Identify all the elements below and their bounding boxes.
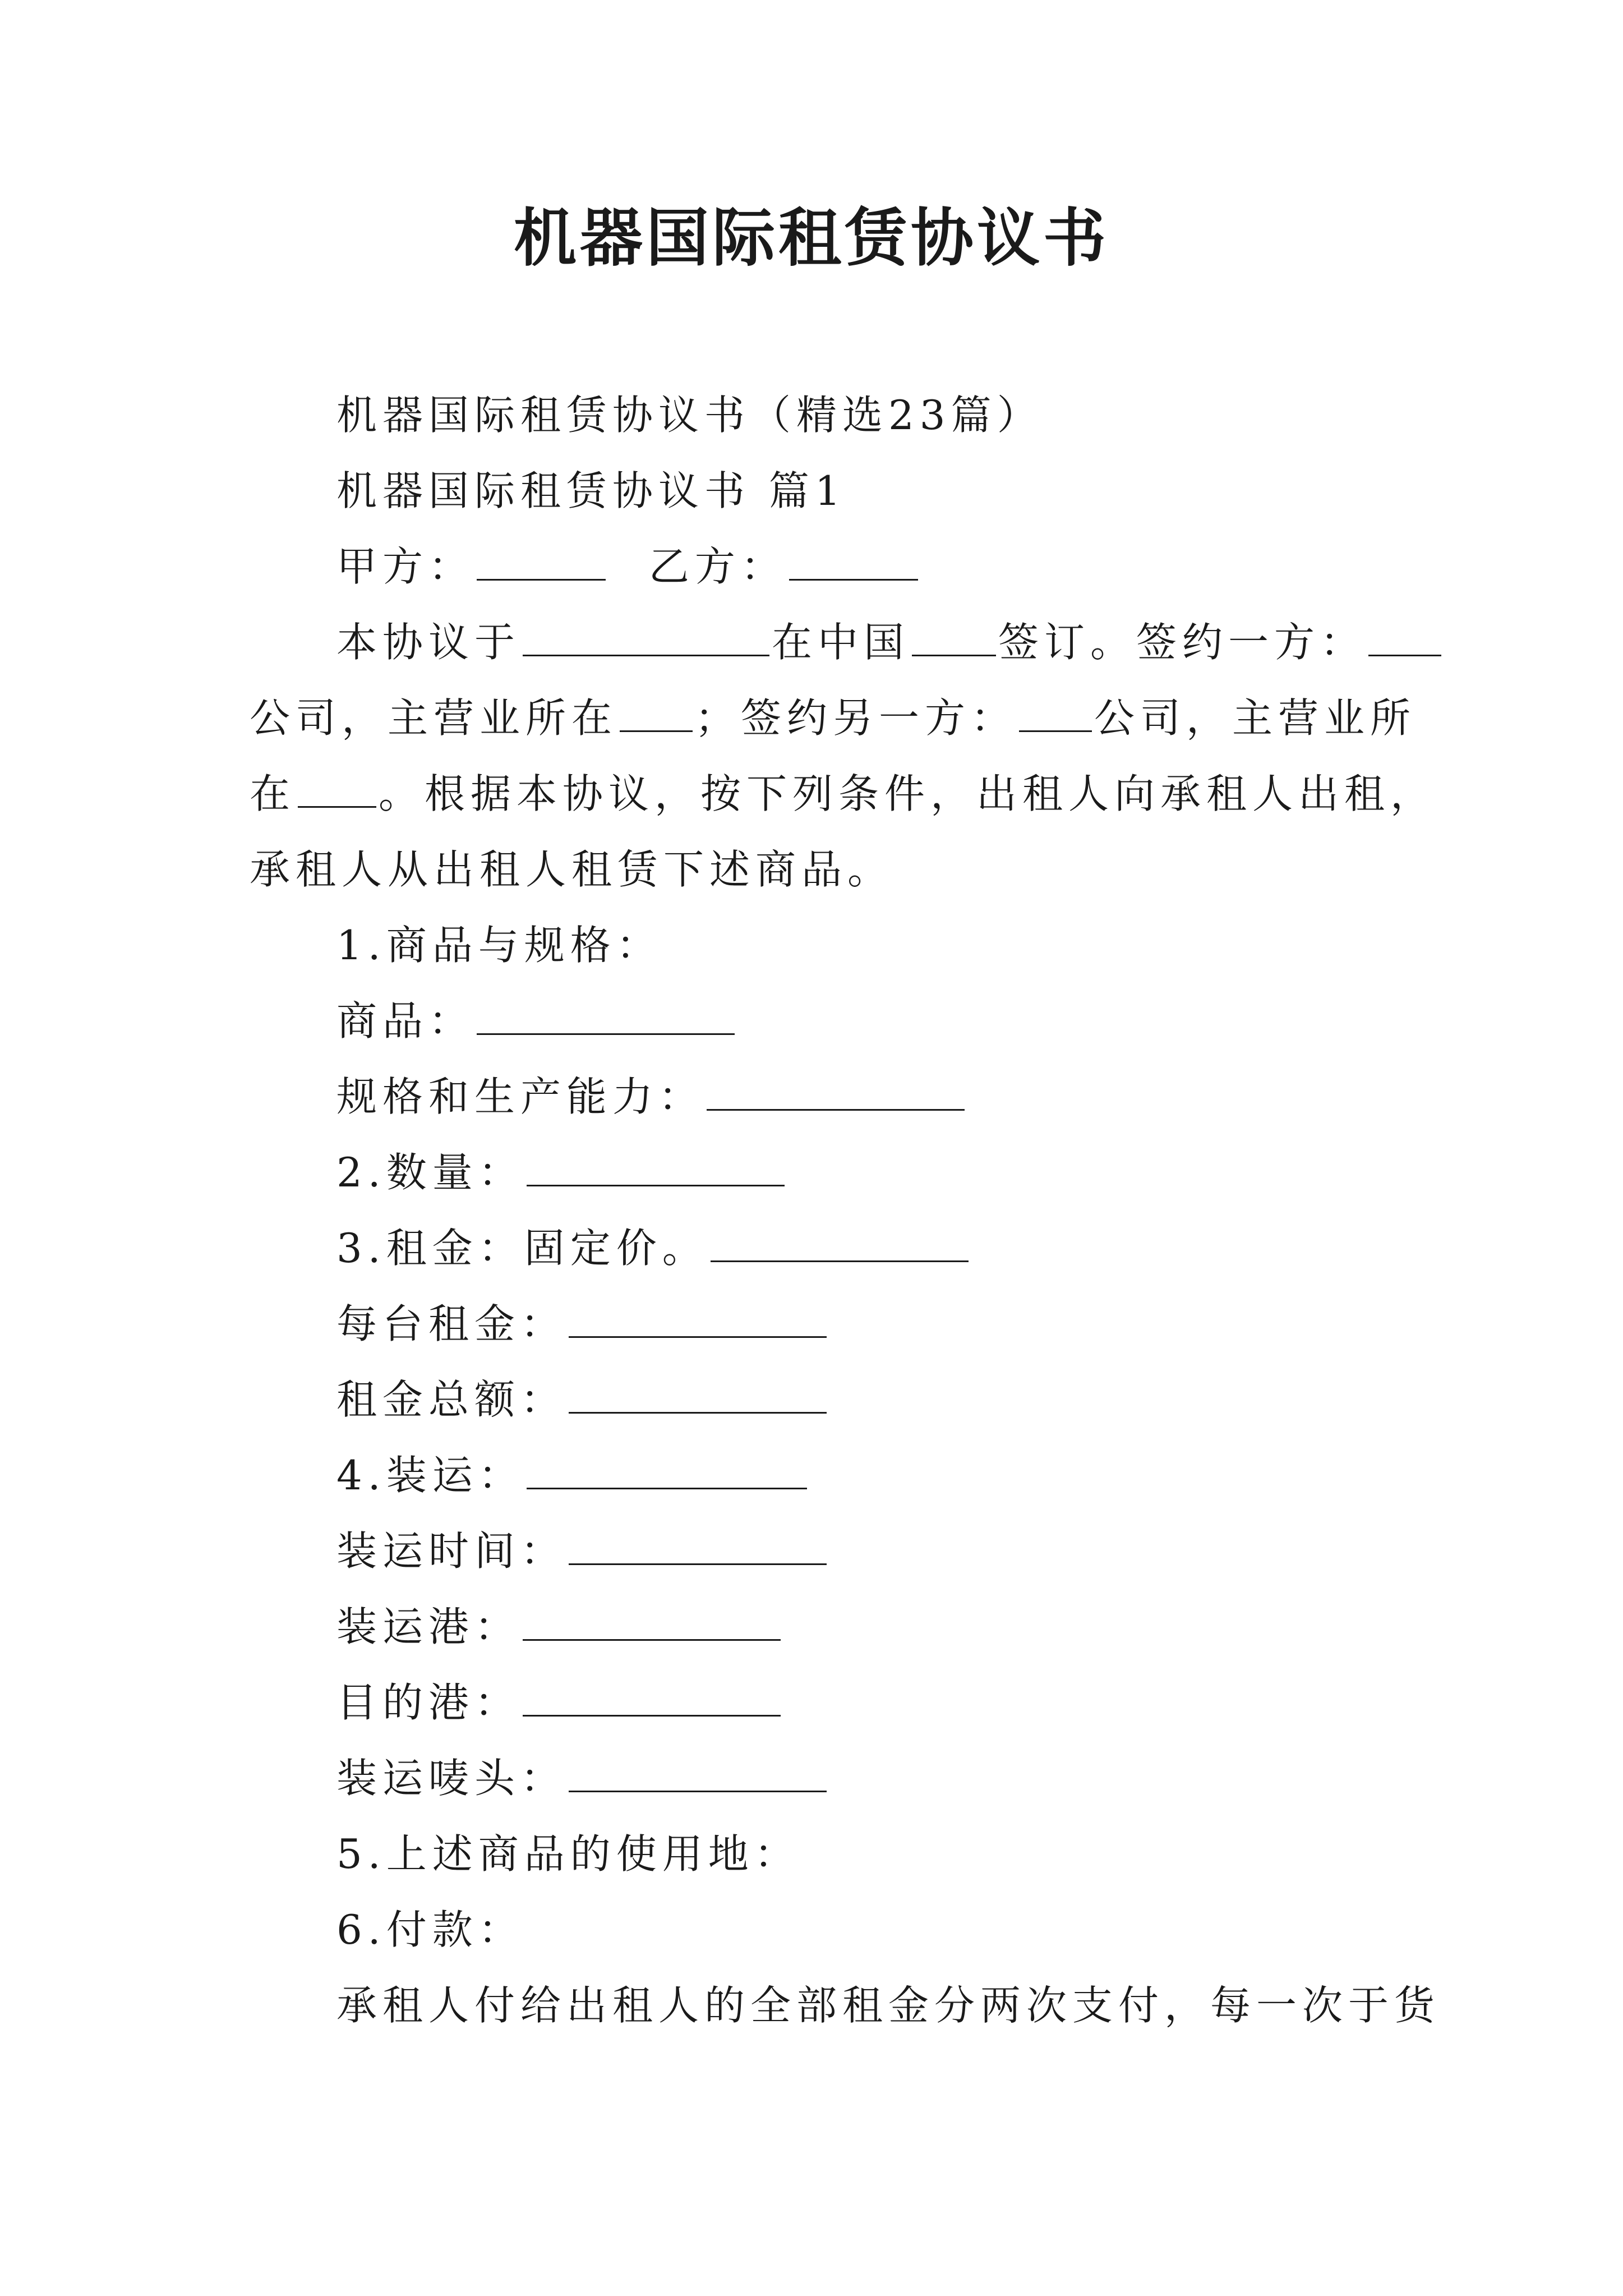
rent-total-label: 租金总额：	[336, 1376, 567, 1423]
date-blank	[523, 615, 769, 656]
goods-spec-heading: 1.商品与规格：	[336, 922, 662, 969]
shipping-blank	[527, 1448, 807, 1489]
shipping-port-line	[336, 1599, 783, 1655]
shipping-port-blank	[523, 1600, 781, 1641]
goods-blank	[477, 994, 735, 1035]
spec-label: 规格和生产能力：	[336, 1073, 705, 1120]
party-a-label: 甲方：	[336, 543, 475, 590]
office-two-blank	[298, 767, 376, 808]
destination-port-blank	[523, 1676, 781, 1717]
shipping-port-label: 装运港：	[336, 1603, 521, 1650]
payment-heading: 6.付款：	[336, 1906, 524, 1953]
intro-text: 签订。签约一方：	[998, 619, 1367, 666]
shipping-mark-line	[336, 1750, 829, 1806]
rent-total-blank	[569, 1373, 827, 1414]
rent-blank	[711, 1221, 969, 1262]
party-b-blank	[789, 540, 918, 581]
intro-text: 公司，主营业所	[1094, 694, 1417, 742]
rent-line	[336, 1220, 971, 1276]
destination-port-line	[336, 1674, 783, 1731]
quantity-label: 2.数量：	[336, 1149, 524, 1196]
intro-text: 本协议于	[336, 619, 521, 666]
intro-text: 在中国	[772, 619, 910, 666]
rent-label: 3.租金：固定价。	[336, 1225, 708, 1272]
shipping-mark-blank	[569, 1751, 827, 1792]
office-one-blank	[620, 691, 693, 732]
party-a-blank	[477, 540, 606, 581]
intro-line-1	[336, 614, 1444, 670]
shipping-time-line	[336, 1523, 829, 1579]
quantity-blank	[527, 1145, 785, 1186]
intro-text: 公司，主营业所在	[250, 694, 618, 742]
rent-per-unit-label: 每台租金：	[336, 1300, 567, 1347]
party-two-blank	[1019, 691, 1092, 732]
rent-per-unit-blank	[569, 1297, 827, 1338]
intro-text: 。根据本协议，按下列条件，出租人向承租人出租，	[379, 770, 1437, 817]
shipping-mark-label: 装运唛头：	[336, 1755, 567, 1802]
usage-location-line: 5.上述商品的使用地：	[336, 1830, 800, 1878]
party-b-label: 乙方：	[648, 543, 787, 590]
shipping-line	[336, 1447, 809, 1503]
parties-line	[336, 539, 920, 595]
shipping-time-label: 装运时间：	[336, 1527, 567, 1575]
intro-line-2	[250, 690, 1416, 746]
shipping-time-blank	[569, 1524, 827, 1565]
destination-port-label: 目的港：	[336, 1679, 521, 1726]
rent-total-line	[336, 1372, 829, 1428]
shipping-heading: 4.装运：	[336, 1452, 524, 1499]
place-blank	[912, 615, 996, 656]
goods-line	[336, 993, 737, 1049]
spec-blank	[707, 1070, 965, 1111]
intro-text: 在	[250, 770, 296, 817]
rent-per-unit-line	[336, 1296, 829, 1352]
intro-text: ；签约另一方：	[695, 694, 1017, 742]
goods-label: 商品：	[336, 997, 475, 1045]
intro-line-3	[250, 766, 1436, 822]
intro-line-4: 承租人从出租人租赁下述商品。	[250, 846, 894, 893]
quantity-line	[336, 1144, 787, 1200]
payment-text: 承租人付给出租人的全部租金分两次支付，每一次于货	[336, 1982, 1441, 2029]
document-subtitle: 机器国际租赁协议书（精选23篇）	[336, 392, 1043, 439]
spec-line	[336, 1069, 967, 1125]
party-one-blank	[1368, 615, 1441, 656]
document-title: 机器国际租赁协议书	[514, 201, 1109, 275]
section-heading: 机器国际租赁协议书 篇1	[336, 467, 846, 514]
